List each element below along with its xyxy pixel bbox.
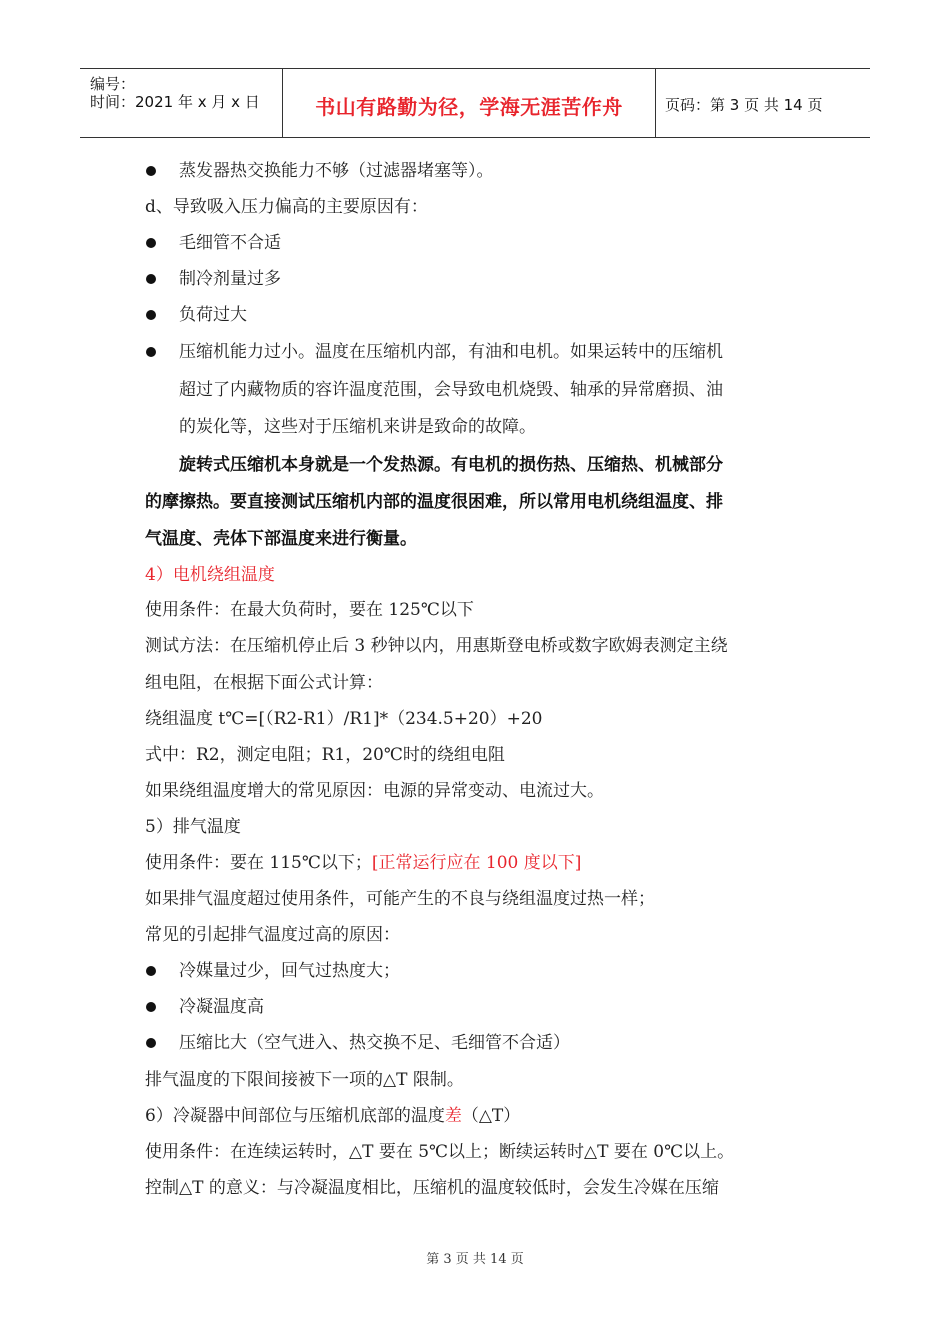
bullet-item: 制冷剂量过多 — [179, 269, 281, 289]
date-label: 时间：2021 年 x 月 x 日 — [90, 93, 260, 111]
document-header — [80, 68, 870, 138]
bullet-item: 压缩机能力过小。温度在压缩机内部，有油和电机。如果运转中的压缩机 — [179, 342, 723, 362]
motto: 书山有路勤为径，学海无涯苦作舟 — [315, 95, 623, 119]
bullet-item-continuation: 的炭化等，这些对于压缩机来讲是致命的故障。 — [179, 417, 536, 437]
section-5-over-limit: 如果排气温度超过使用条件，可能产生的不良与绕组温度过热一样； — [145, 889, 655, 909]
bullet-dot — [146, 966, 156, 976]
bullet-dot — [146, 238, 156, 248]
section-4-condition: 使用条件：在最大负荷时，要在 125℃以下 — [145, 600, 474, 620]
bold-paragraph-line: 气温度、壳体下部温度来进行衡量。 — [145, 529, 417, 549]
bullet-dot — [146, 1002, 156, 1012]
bullet-item: 冷凝温度高 — [179, 997, 264, 1017]
bullet-dot — [146, 347, 156, 357]
header-meta-cell — [80, 69, 282, 137]
bullet-item-continuation: 超过了内藏物质的容许温度范围，会导致电机烧毁、轴承的异常磨损、油 — [179, 380, 723, 400]
section-6-title-text: 6）冷凝器中间部位与压缩机底部的温度 — [145, 1106, 445, 1126]
section-5-condition-text: 使用条件：要在 115℃以下； — [145, 853, 372, 873]
section-4-where: 式中：R2，测定电阻；R1，20℃时的绕组电阻 — [145, 745, 505, 765]
section-5-causes-heading: 常见的引起排气温度过高的原因： — [145, 925, 400, 945]
page-info: 页码：第 3 页 共 14 页 — [665, 96, 823, 114]
section-4-test-method: 测试方法：在压缩机停止后 3 秒钟以内，用惠斯登电桥或数字欧姆表测定主绕 — [145, 636, 728, 656]
subsection-heading: d、导致吸入压力偏高的主要原因有： — [145, 197, 428, 217]
bold-paragraph-line: 的摩擦热。要直接测试压缩机内部的温度很困难，所以常用电机绕组温度、排 — [145, 492, 723, 512]
bullet-item: 负荷过大 — [179, 305, 247, 325]
bullet-item: 蒸发器热交换能力不够（过滤器堵塞等）。 — [179, 161, 494, 181]
bullet-item: 压缩比大（空气进入、热交换不足、毛细管不合适） — [179, 1033, 570, 1053]
section-4-formula: 绕组温度 t℃=[（R2-R1）/R1]*（234.5+20）+20 — [145, 709, 543, 729]
header-motto-cell — [282, 69, 656, 137]
header-page-cell — [655, 69, 870, 137]
section-6-title-tail: （△T） — [461, 1106, 521, 1126]
section-6-title-red: 差 — [444, 1106, 462, 1126]
bullet-dot — [146, 1038, 156, 1048]
section-5-condition — [145, 853, 581, 873]
number-label: 编号： — [90, 75, 136, 93]
section-4-title: 4）电机绕组温度 — [145, 565, 275, 585]
section-6-condition: 使用条件：在连续运转时，△T 要在 5℃以上；断续运转时△T 要在 0℃以上。 — [145, 1142, 735, 1162]
bullet-item: 毛细管不合适 — [179, 233, 281, 253]
bold-paragraph-line: 旋转式压缩机本身就是一个发热源。有电机的损伤热、压缩热、机械部分 — [179, 455, 723, 475]
section-5-condition-note: [正常运行应在 100 度以下] — [371, 853, 582, 873]
section-5-limit: 排气温度的下限间接被下一项的△T 限制。 — [145, 1070, 464, 1090]
bullet-item: 冷媒量过少，回气过热度大； — [179, 961, 400, 981]
page-footer: 第 3 页 共 14 页 — [426, 1252, 524, 1267]
section-6-meaning: 控制△T 的意义：与冷凝温度相比，压缩机的温度较低时，会发生冷媒在压缩 — [145, 1178, 719, 1198]
bullet-dot — [146, 274, 156, 284]
bullet-dot — [146, 310, 156, 320]
section-5-title: 5）排气温度 — [145, 817, 241, 837]
section-4-test-method-cont: 组电阻，在根据下面公式计算： — [145, 673, 383, 693]
section-6-title — [145, 1106, 520, 1126]
section-4-cause: 如果绕组温度增大的常见原因：电源的异常变动、电流过大。 — [145, 781, 604, 801]
bullet-dot — [146, 166, 156, 176]
